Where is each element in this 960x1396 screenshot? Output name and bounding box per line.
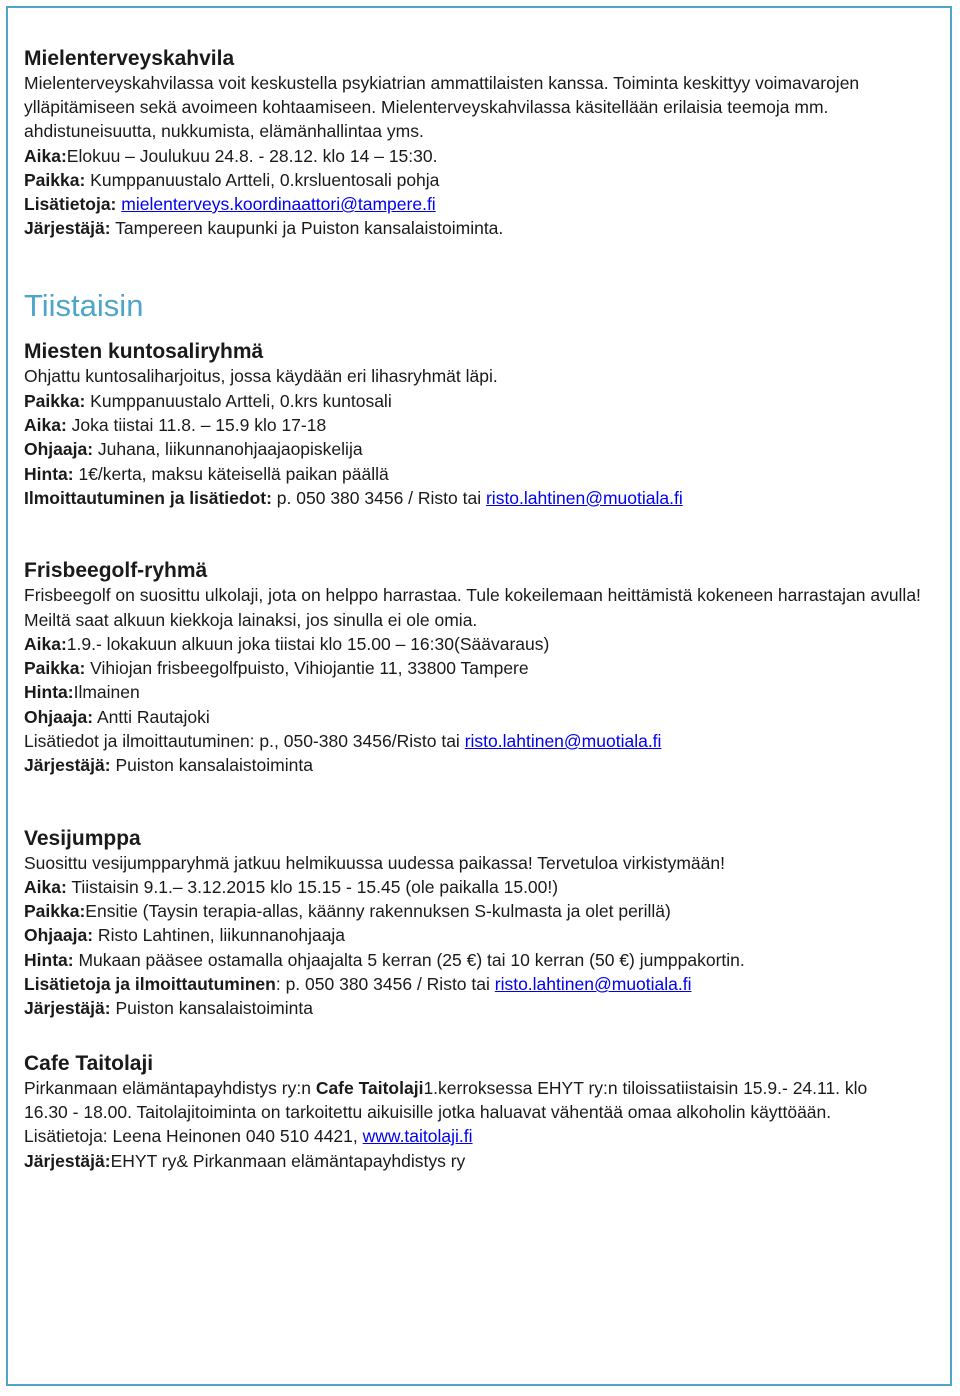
event-frisbeegolf-ryhma: [24, 559, 944, 777]
price-label: Hinta:: [24, 463, 74, 484]
organizer-label: Järjestäjä:: [24, 998, 111, 1019]
event-mielenterveyskahvila: [24, 47, 944, 240]
event-price: [24, 462, 944, 486]
event-title: Mielenterveyskahvila: [24, 47, 235, 70]
price-value: 1€/kerta, maksu käteisellä paikan päällä: [73, 463, 389, 484]
event-instructor: [24, 705, 944, 729]
event-title: Vesijumppa: [24, 826, 141, 850]
registration-value: p. 050 380 3456 / Risto tai: [271, 487, 486, 508]
event-miesten-kuntosaliryhma: [24, 340, 944, 510]
day-heading: Tiistaisin: [24, 288, 144, 324]
document-content: [24, 47, 944, 1173]
event-place: [24, 168, 944, 192]
time-label: Aika:: [24, 145, 67, 166]
instructor-label: Ohjaaja:: [24, 439, 94, 460]
event-info: [24, 192, 944, 216]
description-bold: Cafe Taitolaji: [315, 1077, 424, 1098]
instructor-value: Juhana, liikunnanohjaajaopiskelija: [93, 439, 363, 460]
organizer-value: Tampereen kaupunki ja Puiston kansalaistoiminta.: [110, 218, 504, 239]
description-part: Pirkanmaan elämäntapayhdistys ry:n: [24, 1077, 316, 1098]
price-label: Hinta:: [24, 682, 74, 703]
event-time: [24, 875, 944, 899]
place-label: Paikka:: [24, 169, 86, 190]
event-description: [24, 1076, 904, 1149]
place-value: Kumppanuustalo Artteli, 0.krsluentosali pohja: [85, 169, 440, 190]
description-part: 1.kerroksessa EHYT ry:n tiloissatiistaisin 15.9.- 24.11. klo 16.30 - 18.00. Taitolajitoiminta on tarkoitettu aikuisille jotka haluavat vähentää omaa alkoholin käyttöään. Lisätietoja: Leena Heinonen 040 510 4421,: [24, 1077, 868, 1147]
time-value: Elokuu – Joulukuu 24.8. - 28.12. klo 14 – 15:30.: [66, 145, 438, 166]
info-label: Lisätietoja:: [24, 194, 117, 215]
registration-email-link[interactable]: risto.lahtinen@muotiala.fi: [485, 487, 683, 508]
place-label: Paikka:: [24, 390, 86, 411]
registration-value: : p. 050 380 3456 / Risto tai: [275, 974, 495, 995]
event-vesijumppa: [24, 827, 944, 1021]
price-label: Hinta:: [24, 949, 74, 970]
event-cafe-taitolaji: [24, 1052, 944, 1173]
event-description: Mielenterveyskahvilassa voit keskustella psykiatrian ammattilaisten kanssa. Toiminta keskittyy voimavarojen ylläpitämiseen sekä avoimeen kohtaamiseen. Mielenterveyskahvilassa käsitellään erilaisia teemoja mm. ahdistuneisuutta, nukkumista, elämänhallintaa yms.: [24, 73, 860, 142]
event-description: Ohjattu kuntosaliharjoitus, jossa käydään eri lihasryhmät läpi.: [24, 366, 498, 387]
event-title: Miesten kuntosaliryhmä: [24, 340, 264, 364]
place-label: Paikka:: [24, 901, 86, 922]
event-organizer: [24, 753, 944, 777]
place-value: Vihiojan frisbeegolfpuisto, Vihiojantie 11, 33800 Tampere: [85, 658, 529, 679]
time-value: Tiistaisin 9.1.– 3.12.2015 klo 15.15 - 15.45 (ole paikalla 15.00!): [66, 876, 559, 897]
event-description: Suosittu vesijumpparyhmä jatkuu helmikuussa uudessa paikassa! Tervetuloa virkistymään!: [24, 852, 725, 873]
organizer-label: Järjestäjä:: [24, 755, 111, 776]
place-value: Kumppanuustalo Artteli, 0.krs kuntosali: [85, 390, 392, 411]
event-organizer: [24, 216, 944, 240]
time-label: Aika:: [24, 633, 67, 654]
instructor-value: Risto Lahtinen, liikunnanohjaaja: [93, 925, 346, 946]
event-place: [24, 389, 944, 413]
price-value: Ilmainen: [73, 682, 140, 703]
event-registration: [24, 972, 944, 996]
registration-email-link[interactable]: risto.lahtinen@muotiala.fi: [494, 974, 692, 995]
event-registration: [24, 486, 944, 510]
registration-label: Lisätietoja ja ilmoittautuminen: [24, 974, 276, 995]
event-instructor: [24, 923, 944, 947]
event-organizer: [24, 1149, 944, 1173]
event-price: [24, 948, 944, 972]
organizer-value: Puiston kansalaistoiminta: [110, 998, 313, 1019]
organizer-value: Puiston kansalaistoiminta: [110, 755, 313, 776]
event-organizer: [24, 996, 944, 1020]
organizer-label: Järjestäjä:: [24, 1150, 111, 1171]
event-info: [24, 729, 944, 753]
place-value: Ensitie (Taysin terapia-allas, käänny rakennuksen S-kulmasta ja olet perillä): [85, 901, 671, 922]
event-description: Frisbeegolf on suosittu ulkolaji, jota on helppo harrastaa. Tule kokeilemaan heittämistä kokeneen harrastajan avulla! Meiltä saat alkuun kiekkoja lainaksi, jos sinulla ei ole omia.: [24, 585, 921, 630]
info-value: Lisätiedot ja ilmoittautuminen: p., 050-380 3456/Risto tai: [24, 730, 465, 751]
website-link[interactable]: www.taitolaji.fi: [362, 1126, 473, 1147]
event-instructor: [24, 437, 944, 461]
time-value: 1.9.- lokakuun alkuun joka tiistai klo 15.00 – 16:30(Säävaraus): [66, 633, 550, 654]
price-value: Mukaan pääsee ostamalla ohjaajalta 5 kerran (25 €) tai 10 kerran (50 €) jumppakortin.: [73, 949, 745, 970]
event-place: [24, 656, 944, 680]
place-label: Paikka:: [24, 658, 86, 679]
info-email-link[interactable]: mielenterveys.koordinaattori@tampere.fi: [121, 194, 436, 215]
event-time: [24, 632, 944, 656]
time-value: Joka tiistai 11.8. – 15.9 klo 17-18: [66, 415, 327, 436]
time-label: Aika:: [24, 415, 67, 436]
instructor-value: Antti Rautajoki: [93, 706, 210, 727]
organizer-label: Järjestäjä:: [24, 218, 111, 239]
info-email-link[interactable]: risto.lahtinen@muotiala.fi: [464, 730, 662, 751]
event-title: Frisbeegolf-ryhmä: [24, 559, 208, 583]
event-price: [24, 680, 944, 704]
event-place: [24, 899, 944, 923]
time-label: Aika:: [24, 876, 67, 897]
event-time: [24, 144, 944, 168]
event-time: [24, 413, 944, 437]
instructor-label: Ohjaaja:: [24, 925, 94, 946]
instructor-label: Ohjaaja:: [24, 706, 94, 727]
organizer-value: EHYT ry& Pirkanmaan elämäntapayhdistys ry: [110, 1150, 466, 1171]
registration-label: Ilmoittautuminen ja lisätiedot:: [24, 487, 272, 508]
event-title: Cafe Taitolaji: [24, 1051, 154, 1075]
